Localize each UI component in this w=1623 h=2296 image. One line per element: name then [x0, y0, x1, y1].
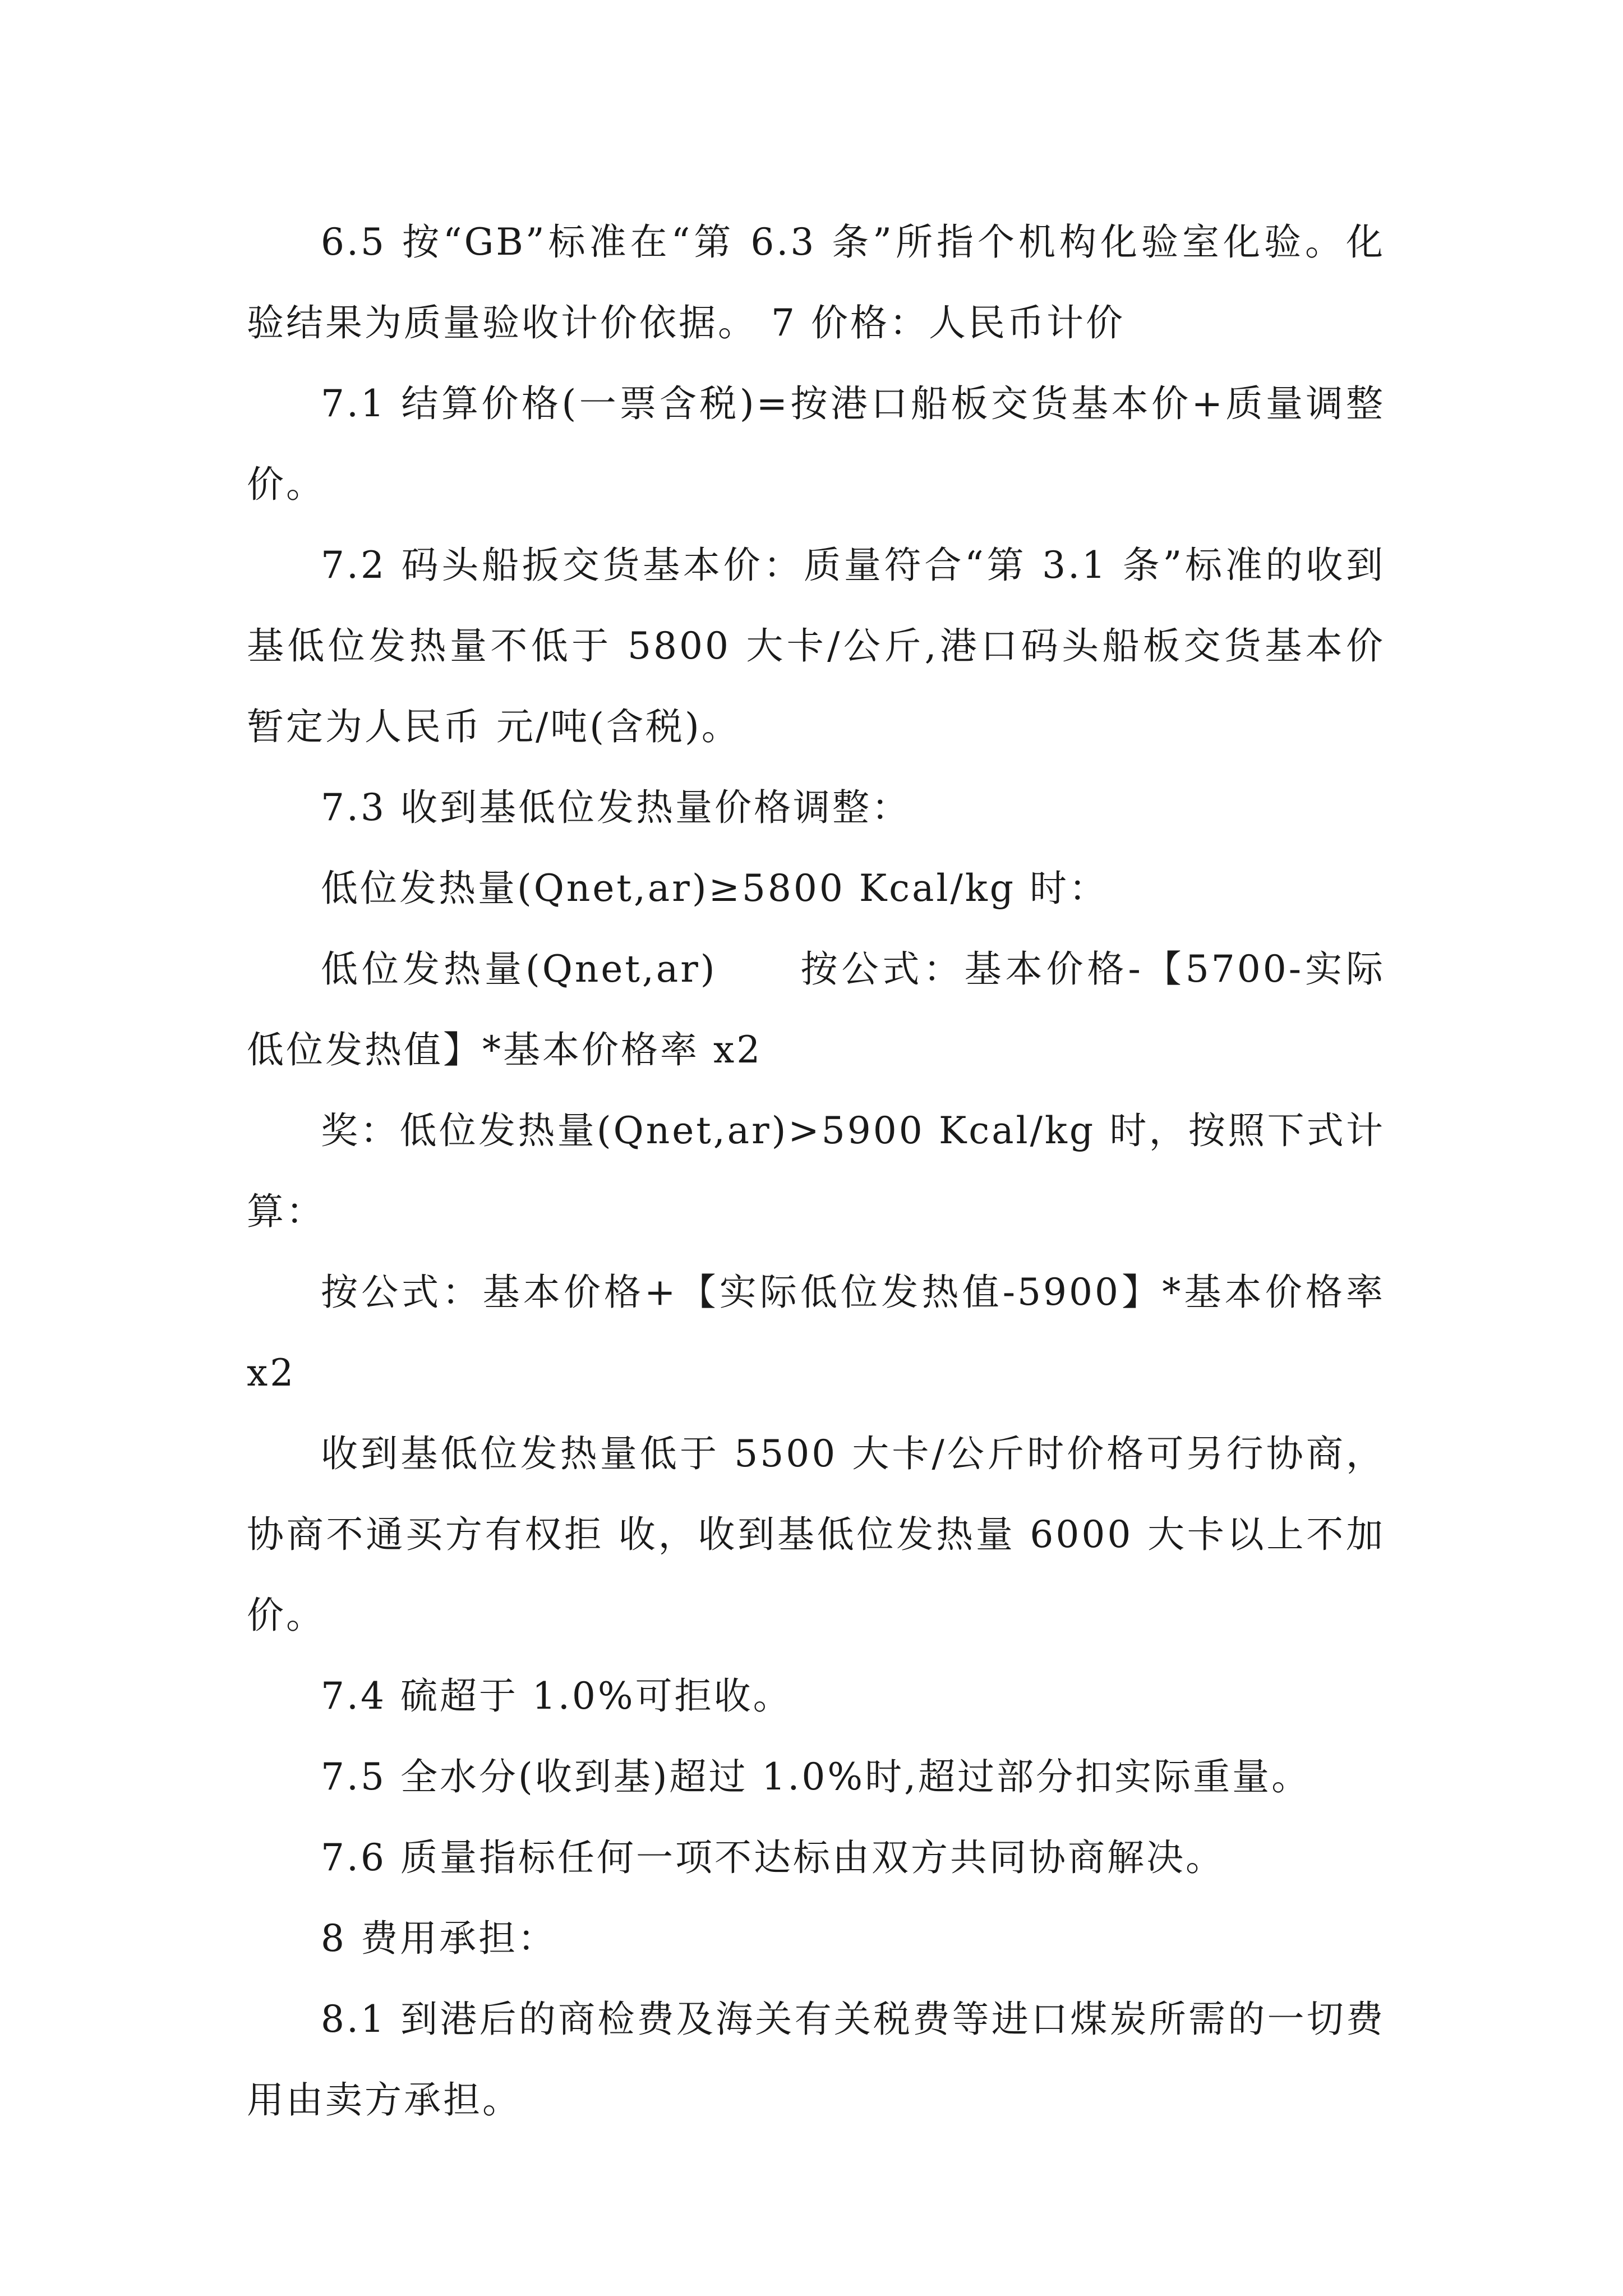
paragraph-7-5: 7.5 全水分(收到基)超过 1.0%时,超过部分扣实际重量。: [321, 1755, 1311, 1798]
document-body: [247, 202, 1385, 2141]
paragraph-7-2: 7.2 码头船扳交货基本价：质量符合“第 3.1 条”标准的收到基低位发热量不低于 5800 大卡/公斤,港口码头船板交货基本价暂定为人民币 元/吨(含税)。: [247, 544, 1385, 748]
paragraph-7-3: 7.3 收到基低位发热量价格调整：: [321, 786, 911, 829]
paragraph-7-4: 7.4 硫超于 1.0%可拒收。: [321, 1674, 792, 1718]
paragraph-8-1: 8.1 到港后的商检费及海关有关税费等进口煤炭所需的一切费用由卖方承担。: [247, 1998, 1385, 2122]
paragraph-negotiation: 收到基低位发热量低于 5500 大卡/公斤时价格可另行协商，协商不通买方有权拒 收，收到基低位发热量 6000 大卡以上不加价。: [247, 1432, 1385, 1637]
paragraph-7-1: 7.1 结算价格(一票含税)=按港口船板交货基本价+质量调整价。: [247, 382, 1385, 506]
paragraph-low-heat-threshold: 低位发热量(Qnet,ar)≥5800 Kcal/kg 时：: [321, 867, 1109, 910]
paragraph-bonus-condition: 奖：低位发热量(Qnet,ar)>5900 Kcal/kg 时，按照下式计算：: [247, 1109, 1385, 1233]
paragraph-6-5: 6.5 按“GB”标准在“第 6.3 条”所指个机构化验室化验。化验结果为质量验收计价依据。 7 价格：人民币计价: [247, 220, 1385, 344]
paragraph-low-heat-formula: 低位发热量(Qnet,ar) 按公式：基本价格-【5700-实际低位发热值】*基本价格率 x2: [247, 947, 1385, 1071]
paragraph-8: 8 费用承担：: [321, 1917, 557, 1960]
paragraph-bonus-formula: 按公式：基本价格+【实际低位发热值-5900】*基本价格率 x2: [247, 1271, 1385, 1395]
paragraph-7-6: 7.6 质量指标任何一项不达标由双方共同协商解决。: [321, 1836, 1225, 1879]
